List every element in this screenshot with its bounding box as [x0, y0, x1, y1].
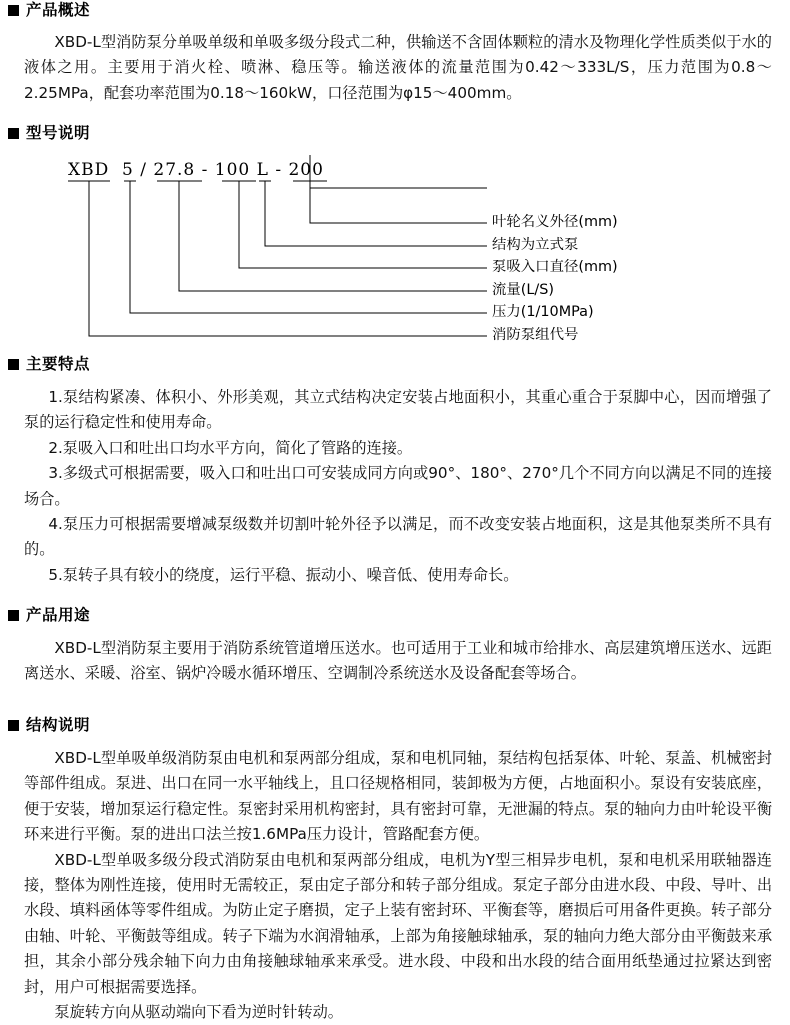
section-heading-features: [8, 357, 90, 373]
callout-label-2: 结构为立式泵: [492, 237, 579, 253]
features-body: [24, 385, 772, 588]
section-title-use: 产品用途: [26, 606, 91, 624]
model-designation-diagram: [0, 155, 790, 345]
section-marker-icon: [8, 5, 19, 16]
feature-item-5: 5.泵转子具有较小的绕度，运行平稳、振动小、噪音低、使用寿命长。: [48, 565, 519, 584]
feature-item-4: 4.泵压力可根据需要增减泵级数并切割叶轮外径予以满足，而不改变安装占地面积，这是其他泵类所不具有的。: [24, 515, 772, 559]
section-title-model: 型号说明: [26, 124, 91, 142]
section-title-structure: 结构说明: [26, 716, 91, 734]
overview-paragraph-1: XBD-L型消防泵分单吸单级和单吸多级分段式二种，供输送不含固体颗粒的清水及物理化学性质类似于水的液体之用。主要用于消火栓、喷淋、稳压等。输送液体的流量范围为0.42～333L/S，压力范围为0.8～2.25MPa，配套功率范围为0.18～160kW，口径范围为φ15～400mm。: [24, 33, 772, 102]
section-marker-icon: [8, 610, 19, 621]
section-marker-icon: [8, 720, 19, 731]
structure-paragraph-3: 泵旋转方向从驱动端向下看为逆时针转动。: [54, 1003, 343, 1022]
callout-label-4: 流量(L/S): [492, 282, 555, 298]
section-title-features: 主要特点: [26, 355, 91, 373]
section-heading-use: [8, 608, 90, 624]
leader-lines: [0, 155, 790, 345]
structure-body: [24, 746, 772, 1025]
callout-label-6: 消防泵组代号: [492, 327, 579, 343]
feature-item-1: 1.泵结构紧凑、体积小、外形美观，其立式结构决定安装占地面积小，其重心重合于泵脚中心，因而增强了泵的运行稳定性和使用寿命。: [24, 388, 772, 432]
callout-label-5: 压力(1/10MPa): [492, 304, 594, 320]
callout-label-1: 叶轮名义外径(mm): [492, 214, 618, 230]
use-paragraph-1: XBD-L型消防泵主要用于消防系统管道增压送水。也可适用于工业和城市给排水、高层建筑增压送水、远距离送水、采暖、浴室、锅炉冷暖水循环增压、空调制冷系统送水及设备配套等场合。: [24, 639, 772, 683]
structure-paragraph-2: XBD-L型单吸多级分段式消防泵由电机和泵两部分组成，电机为Y型三相异步电机，泵和电机采用联轴器连接，整体为刚性连接，使用时无需较正，泵由定子部分和转子部分组成。泵定子部分由进水段、中段、导叶、出水段、填料函体等零件组成。为防止定子磨损，定子上装有密封环、平衡套等，磨损后可用备件更换。转子部分由轴、叶轮、平衡鼓等组成。转子下端为水润滑轴承，上部为角接触球轴承，泵的轴向力绝大部分由平衡鼓来承担，其余小部分残余轴下向力由角接触球轴承来承受。进水段、中段和出水段的结合面用纸垫通过拉紧达到密封，用户可根据需要选择。: [24, 850, 772, 996]
structure-paragraph-1: XBD-L型单吸单级消防泵由电机和泵两部分组成，泵和电机同轴，泵结构包括泵体、叶轮、泵盖、机械密封等部件组成。泵进、出口在同一水平轴线上，且口径规格相同，装卸极为方便，占地面积小。泵设有安装底座，便于安装，增加泵运行稳定性。泵密封采用机构密封，具有密封可靠，无泄漏的特点。泵的轴向力由叶轮设平衡环来进行平衡。泵的进出口法兰按1.6MPa压力设计，管路配套方便。: [24, 749, 772, 844]
model-code-text: XBD 5 / 27.8 - 100 L - 200: [68, 160, 324, 180]
section-marker-icon: [8, 128, 19, 139]
section-heading-overview: [8, 3, 90, 19]
section-title-overview: 产品概述: [26, 1, 91, 19]
callout-label-3: 泵吸入口直径(mm): [492, 259, 618, 275]
feature-item-3: 3.多级式可根据需要，吸入口和吐出口可安装成同方向或90°、180°、270°几个不同方向以满足不同的连接场合。: [24, 464, 772, 508]
section-marker-icon: [8, 359, 19, 370]
section-heading-model: [8, 126, 90, 142]
overview-body: [24, 30, 772, 106]
section-heading-structure: [8, 718, 90, 734]
use-body: [24, 636, 772, 687]
feature-item-2: 2.泵吸入口和吐出口均水平方向，简化了管路的连接。: [48, 438, 413, 457]
